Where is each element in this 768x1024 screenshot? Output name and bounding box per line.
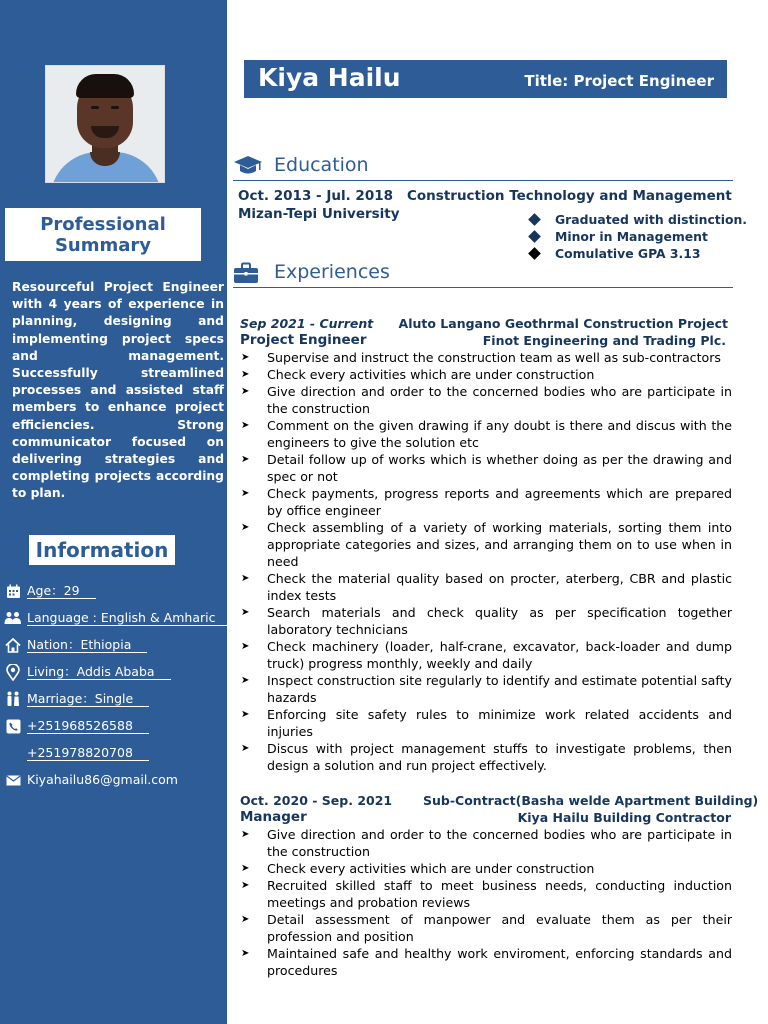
- diamond-bullet-icon: [528, 247, 541, 260]
- location-pin-icon: [4, 664, 22, 680]
- arrow-bullet-icon: ➤: [241, 948, 250, 959]
- job-project: Sub-Contract(Basha welde Apartment Building): [423, 793, 759, 808]
- list-item: ➤ Search materials and check quality as per specification together laboratory technicians: [241, 605, 732, 637]
- job-title: Title: Project Engineer: [524, 72, 714, 90]
- home-icon: [4, 637, 22, 653]
- arrow-bullet-icon: ➤: [241, 675, 250, 686]
- education-highlight: Comulative GPA 3.13: [530, 245, 747, 262]
- candidate-name: Kiya Hailu: [258, 63, 401, 92]
- arrow-bullet-icon: ➤: [241, 641, 250, 652]
- diamond-bullet-icon: [528, 213, 541, 226]
- arrow-bullet-icon: ➤: [241, 829, 250, 840]
- info-email-value[interactable]: Kiyahailu86@gmail.com: [27, 772, 178, 787]
- calendar-icon: [4, 583, 22, 599]
- info-age: [4, 583, 226, 610]
- arrow-bullet-icon: ➤: [241, 709, 250, 720]
- arrow-bullet-icon: ➤: [241, 369, 250, 380]
- experience-heading: Experiences: [274, 261, 390, 283]
- info-nation-value: Nation：Ethiopia: [27, 637, 147, 653]
- list-item: ➤ Check every activities which are under construction: [241, 861, 595, 876]
- list-item: ➤ Detail follow up of works which is whether doing as per the drawing and spec or not: [241, 452, 732, 484]
- job-dates: Sep 2021 - Current: [240, 316, 374, 331]
- info-phone-2-value[interactable]: +251978820708: [27, 745, 149, 761]
- list-item: ➤ Recruited skilled staff to meet business needs, conducting induction meetings and probation reviews: [241, 878, 732, 910]
- education-dates: Oct. 2013 - Jul. 2018: [238, 188, 393, 204]
- job-role: Manager: [240, 809, 307, 825]
- list-item: ➤ Discus with project management stuffs to investigate problems, then design a solution and run project effectively.: [241, 741, 732, 773]
- info-list: [4, 583, 226, 799]
- list-item: ➤ Inspect construction site regularly to identify and estimate potential safty hazards: [241, 673, 732, 705]
- briefcase-icon: [233, 262, 263, 284]
- email-icon: [4, 772, 22, 788]
- arrow-bullet-icon: ➤: [241, 386, 250, 397]
- info-living: [4, 664, 226, 691]
- name-header-bar: [244, 60, 727, 98]
- job-project: Aluto Langano Geothrmal Construction Project: [398, 316, 728, 331]
- list-item: ➤ Check payments, progress reports and agreements which are prepared by office engineer: [241, 486, 732, 518]
- info-marriage-value: Marriage：Single: [27, 691, 149, 707]
- job-company: Kiya Hailu Building Contractor: [517, 810, 731, 825]
- job-1-duties: [241, 349, 732, 774]
- list-item: ➤ Supervise and instruct the construction team as well as sub-contractors: [241, 350, 721, 365]
- education-section-header: [233, 154, 733, 181]
- summary-heading-box: [5, 208, 201, 261]
- summary-heading: Professional Summary: [40, 213, 166, 256]
- info-phone-1-value[interactable]: +251968526588: [27, 718, 149, 734]
- list-item: ➤ Check the material quality based on procter, aterberg, CBR and plastic index tests: [241, 571, 732, 603]
- arrow-bullet-icon: ➤: [241, 454, 250, 465]
- education-heading: Education: [274, 154, 369, 176]
- arrow-bullet-icon: ➤: [241, 488, 250, 499]
- graduation-cap-icon: [233, 155, 263, 177]
- list-item: ➤ Check machinery (loader, half-crane, excavator, back-loader and dump truck) progress monthly, weekly and daily: [241, 639, 732, 671]
- arrow-bullet-icon: ➤: [241, 863, 250, 874]
- education-highlight: Minor in Management: [530, 228, 747, 245]
- job-role: Project Engineer: [240, 332, 367, 348]
- arrow-bullet-icon: ➤: [241, 880, 250, 891]
- list-item: ➤ Enforcing site safety rules to minimize work related accidents and injuries: [241, 707, 732, 739]
- arrow-bullet-icon: ➤: [241, 607, 250, 618]
- list-item: ➤ Detail assessment of manpower and evaluate them as per their profession and position: [241, 912, 732, 944]
- info-heading: Information: [35, 538, 169, 562]
- job-2-duties: [241, 826, 732, 979]
- info-language: [4, 610, 226, 637]
- profile-photo: [45, 65, 165, 183]
- summary-text: Resourceful Project Engineer with 4 years of experience in planning, designing and implementing project specs and management. Successfully streamlined processes and assisted staff members to enhance project efficiencies. Strong communicator focused on delivering strategies and completing projects according to plan.: [12, 280, 224, 501]
- arrow-bullet-icon: ➤: [241, 352, 250, 363]
- list-item: ➤ Give direction and order to the concerned bodies who are participate in the construction: [241, 827, 732, 859]
- job-company: Finot Engineering and Trading Plc.: [482, 333, 726, 348]
- education-highlight: Graduated with distinction.: [530, 211, 747, 228]
- diamond-bullet-icon: [528, 230, 541, 243]
- phone-icon: [4, 718, 22, 734]
- list-item: ➤ Comment on the given drawing if any doubt is there and discus with the engineers to give the solution etc: [241, 418, 732, 450]
- info-nation: [4, 637, 226, 664]
- job-dates: Oct. 2020 - Sep. 2021: [240, 793, 393, 808]
- people-icon: [4, 610, 22, 626]
- info-age-value: Age：29: [27, 583, 96, 599]
- arrow-bullet-icon: ➤: [241, 743, 250, 754]
- education-degree: Construction Technology and Management: [407, 188, 732, 204]
- sidebar: [0, 0, 227, 1024]
- experience-section-header: [233, 261, 733, 288]
- list-item: ➤ Give direction and order to the concerned bodies who are participate in the construction: [241, 384, 732, 416]
- arrow-bullet-icon: ➤: [241, 573, 250, 584]
- education-school: Mizan-Tepi University: [238, 206, 400, 222]
- arrow-bullet-icon: ➤: [241, 522, 250, 533]
- arrow-bullet-icon: ➤: [241, 420, 250, 431]
- info-living-value: Living：Addis Ababa: [27, 664, 171, 680]
- info-marriage: [4, 691, 226, 718]
- info-phone-2: [4, 745, 226, 772]
- list-item: ➤ Check assembling of a variety of working materials, sorting them into appropriate categories and sizes, and arranging them on to use when in need: [241, 520, 732, 569]
- couple-icon: [4, 691, 22, 707]
- info-heading-box: [29, 535, 175, 565]
- education-highlights: [530, 211, 747, 262]
- info-language-value: Language : English & Amharic: [27, 610, 231, 626]
- arrow-bullet-icon: ➤: [241, 914, 250, 925]
- list-item: ➤ Maintained safe and healthy work enviroment, enforcing standards and procedures: [241, 946, 732, 978]
- info-phone-1: [4, 718, 226, 745]
- list-item: ➤ Check every activities which are under construction: [241, 367, 595, 382]
- info-email: [4, 772, 226, 799]
